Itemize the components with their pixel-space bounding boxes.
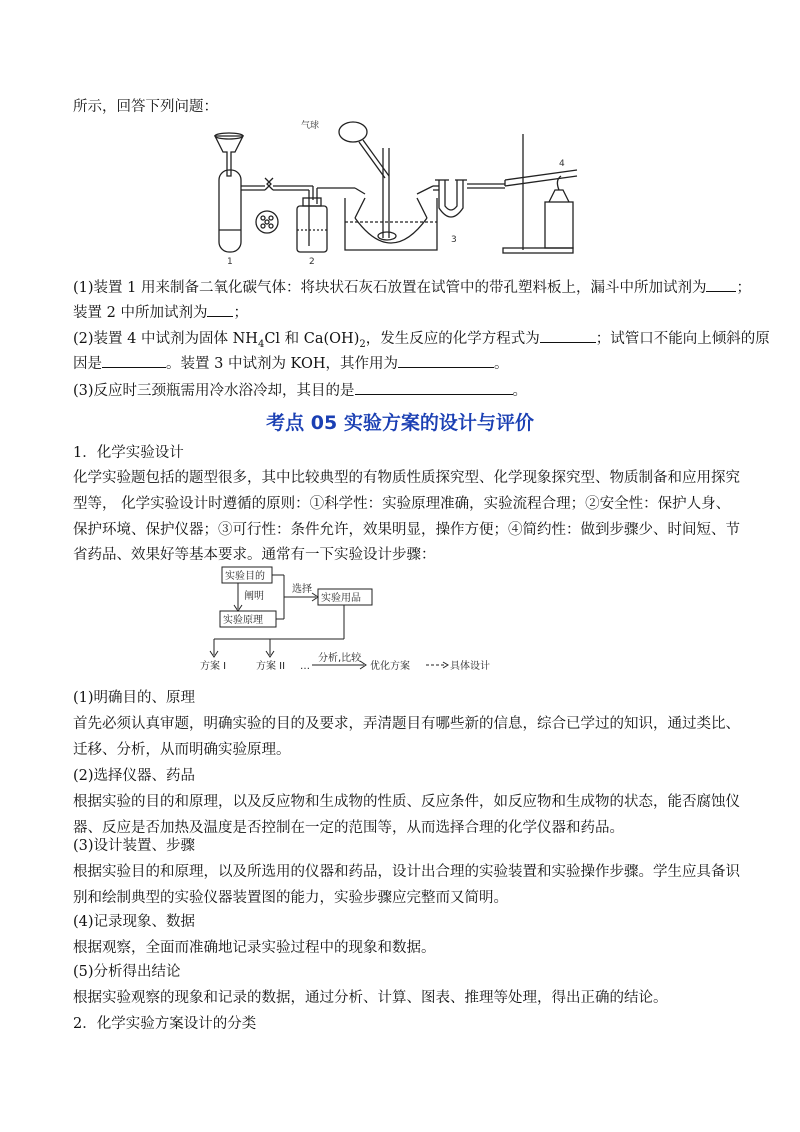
flow-analyze: 分析,比较 <box>318 653 362 664</box>
flow-optimize: 优化方案 <box>370 661 410 672</box>
apparatus-diagram <box>205 118 595 266</box>
flow-purpose: 实验目的 <box>225 571 265 582</box>
section-title: 考点 05 实验方案的设计与评价 <box>266 412 534 434</box>
s2-title: 2．化学实验方案设计的分类 <box>73 1016 257 1032</box>
q2-part-3: ，发生反应的化学方程式为 <box>365 331 540 347</box>
s1-title: 1．化学实验设计 <box>73 445 184 461</box>
flow-principle: 实验原理 <box>223 615 263 626</box>
design-flowchart <box>200 565 500 683</box>
step-1-title: (1)明确目的、原理 <box>73 690 196 706</box>
q2-sub-1: 4 <box>257 338 265 350</box>
s1-para-line-2: 型等， 化学实验设计时遵循的原则：①科学性：实验原理准确，实验流程合理；②安全性：保护人身、 <box>73 496 731 512</box>
question-1-line-1 <box>73 277 751 298</box>
q2-line2-c: 。 <box>494 356 509 372</box>
intro-text: 所示，回答下列问题： <box>73 99 218 115</box>
q1-blank-2 <box>207 302 233 317</box>
q2-sub-2: 2 <box>359 338 366 350</box>
flow-clarify: 阐明 <box>244 591 264 602</box>
step-2-line-1: 根据实验的目的和原理，以及反应物和生成物的性质、反应条件，如反应物和生成物的状态，能否腐蚀仪 <box>73 794 740 810</box>
q2-part-4: ；试管口不能向上倾斜的原 <box>595 331 770 347</box>
device-label-2: 2 <box>309 257 315 266</box>
q2-part-2: Cl 和 Ca(OH) <box>264 331 360 347</box>
flow-dots: … <box>300 661 310 672</box>
q2-blank-2 <box>102 353 166 368</box>
s1-para-line-1: 化学实验题包括的题型很多，其中比较典型的有物质性质探究型、化学现象探究型、物质制备和应用探究 <box>73 470 740 486</box>
q2-line2-b: 。装置 3 中试剂为 KOH，其作用为 <box>166 356 399 372</box>
q2-part-1: (2)装置 4 中试剂为固体 NH <box>73 331 258 347</box>
step-1-line-2: 迁移、分析，从而明确实验原理。 <box>73 742 291 758</box>
q1-suffix: ； <box>736 280 751 296</box>
step-3-line-1: 根据实验目的和原理，以及所选用的仪器和药品，设计出合理的实验装置和实验操作步骤。学生应具备识 <box>73 864 740 880</box>
s1-para-line-4: 省药品、效果好等基本要求。通常有一下实验设计步骤： <box>73 547 436 563</box>
device-label-1: 1 <box>227 257 233 266</box>
flow-design: 具体设计 <box>450 661 490 672</box>
step-2-title: (2)选择仪器、药品 <box>73 768 196 784</box>
question-2-line-2 <box>73 353 730 374</box>
step-1-line-1: 首先必须认真审题，明确实验的目的及要求，弄清题目有哪些新的信息，综合已学过的知识，通过类比、 <box>73 716 740 732</box>
q1-prefix: (1)装置 1 用来制备二氧化碳气体：将块状石灰石放置在试管中的带孔塑料板上，漏斗中所加试剂为 <box>73 280 707 296</box>
step-3-line-2: 别和绘制典型的实验仪器装置图的能力，实验步骤应完整而又简明。 <box>73 890 508 906</box>
s1-para-line-3: 保护环境、保护仪器；③可行性：条件允许，效果明显，操作方便；④简约性：做到步骤少、时间短、节 <box>73 522 740 538</box>
device-label-3: 3 <box>451 235 457 245</box>
step-4-title: (4)记录现象、数据 <box>73 914 196 930</box>
step-3-title: (3)设计装置、步骤 <box>73 838 196 854</box>
flow-supplies: 实验用品 <box>321 593 361 604</box>
q3-suffix: 。 <box>512 383 528 399</box>
step-5-line-1: 根据实验观察的现象和记录的数据，通过分析、计算、图表、推理等处理，得出正确的结论。 <box>73 990 668 1006</box>
q3-text: (3)反应时三颈瓶需用冷水浴冷却，其目的是 <box>73 383 355 399</box>
question-3 <box>73 380 730 401</box>
q2-blank-1 <box>540 328 596 343</box>
q1-line2: 装置 2 中所加试剂为 <box>73 305 208 321</box>
q1-line2-suffix: ； <box>233 305 248 321</box>
question-2-line-1 <box>73 328 770 355</box>
flow-select: 选择 <box>292 584 312 595</box>
q3-blank <box>355 380 513 395</box>
q1-blank-1 <box>706 277 736 292</box>
flow-plan-2: 方案 II <box>256 661 286 672</box>
balloon-label: 气球 <box>301 121 320 131</box>
flow-plan-1: 方案 I <box>200 661 227 672</box>
step-4-line-1: 根据观察，全面而准确地记录实验过程中的现象和数据。 <box>73 940 436 956</box>
q2-blank-3 <box>398 353 494 368</box>
step-5-title: (5)分析得出结论 <box>73 964 181 980</box>
device-label-4: 4 <box>559 159 565 169</box>
step-2-line-2: 器、反应是否加热及温度是否控制在一定的范围等，从而选择合理的化学仪器和药品。 <box>73 820 624 836</box>
q2-line2-a: 因是 <box>73 356 102 372</box>
question-1-line-2 <box>73 302 730 323</box>
